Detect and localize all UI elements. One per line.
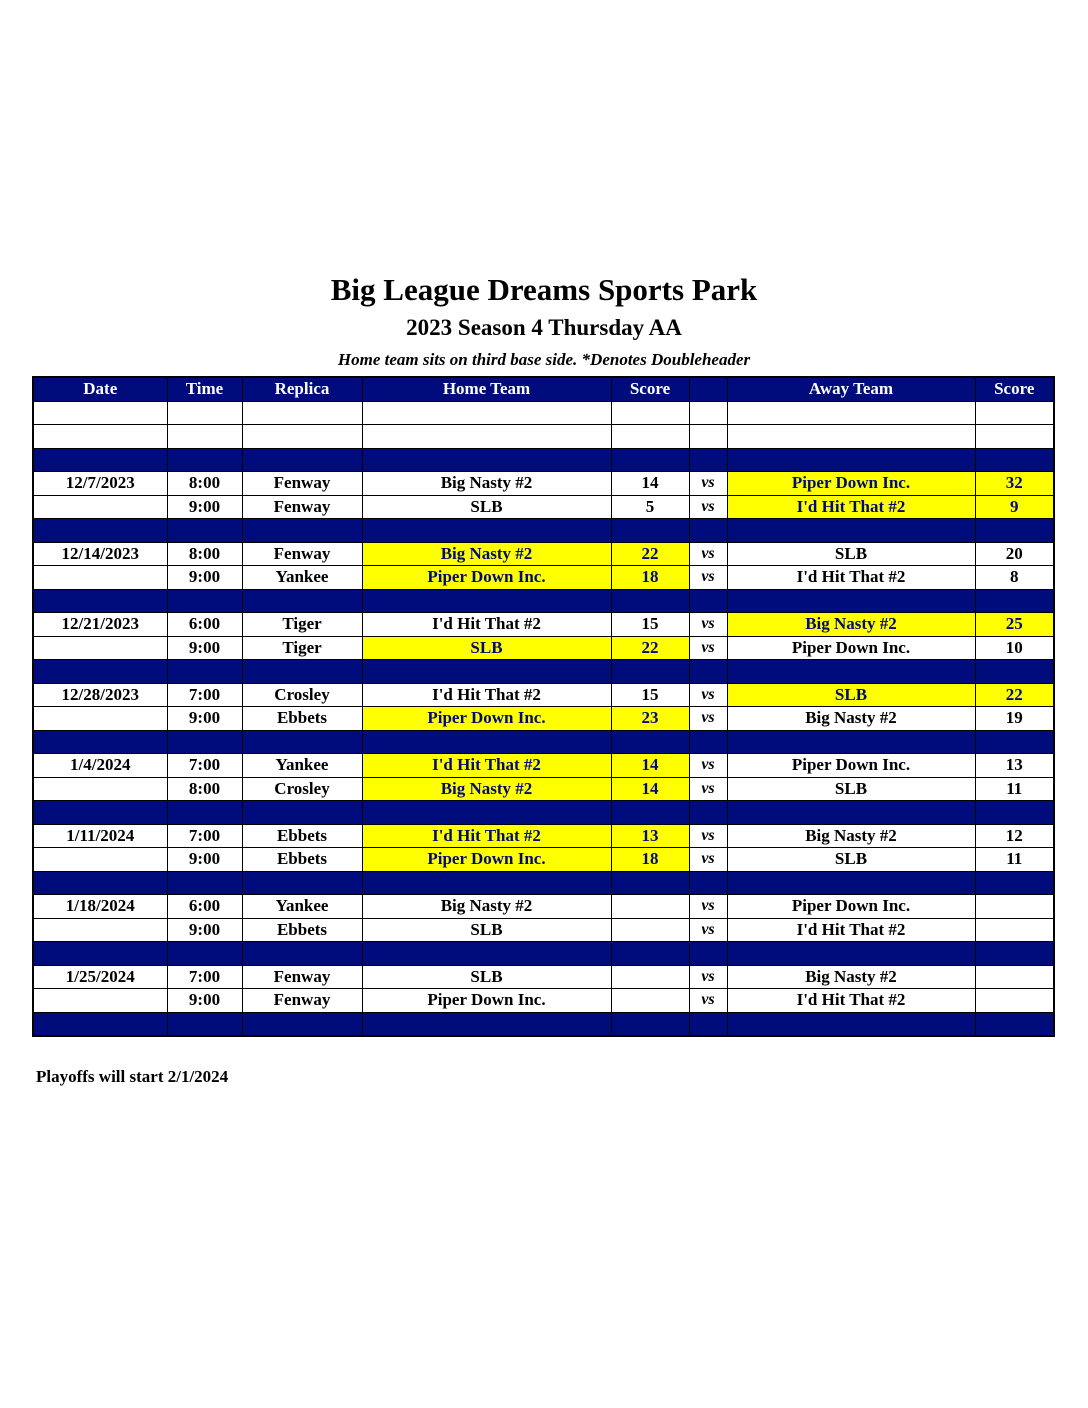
game-replica: Yankee [242, 895, 362, 919]
away-score: 11 [975, 848, 1054, 872]
game-time: 7:00 [167, 965, 242, 989]
game-row [33, 824, 1054, 848]
game-row [33, 895, 1054, 919]
game-row [33, 566, 1054, 590]
away-score: 8 [975, 566, 1054, 590]
game-time: 8:00 [167, 777, 242, 801]
away-team: I'd Hit That #2 [727, 989, 975, 1013]
game-time: 6:00 [167, 613, 242, 637]
vs-label: vs [689, 707, 727, 731]
home-team: Big Nasty #2 [362, 472, 611, 496]
game-time: 9:00 [167, 707, 242, 731]
home-team: Big Nasty #2 [362, 542, 611, 566]
game-date: 1/25/2024 [33, 965, 167, 989]
game-date [33, 707, 167, 731]
separator-row [33, 660, 1054, 684]
game-date [33, 495, 167, 519]
doubleheader-note: Home team sits on third base side. *Denotes Doubleheader [337, 350, 751, 369]
vs-label: vs [689, 754, 727, 778]
vs-label: vs [689, 777, 727, 801]
home-team: I'd Hit That #2 [362, 683, 611, 707]
away-score: 19 [975, 707, 1054, 731]
game-time: 7:00 [167, 683, 242, 707]
game-date: 12/21/2023 [33, 613, 167, 637]
header-away-team: Away Team [727, 377, 975, 401]
away-score: 12 [975, 824, 1054, 848]
game-row [33, 707, 1054, 731]
home-team: I'd Hit That #2 [362, 754, 611, 778]
game-date [33, 848, 167, 872]
game-replica: Crosley [242, 777, 362, 801]
home-score: 22 [611, 542, 689, 566]
vs-label: vs [689, 824, 727, 848]
header-date: Date [33, 377, 167, 401]
vs-label: vs [689, 918, 727, 942]
game-date [33, 989, 167, 1013]
game-replica: Crosley [242, 683, 362, 707]
separator-row [33, 519, 1054, 543]
home-team: I'd Hit That #2 [362, 613, 611, 637]
home-team: Big Nasty #2 [362, 777, 611, 801]
game-row [33, 613, 1054, 637]
vs-label: vs [689, 989, 727, 1013]
game-row [33, 754, 1054, 778]
header-home-team: Home Team [362, 377, 611, 401]
separator-row [33, 801, 1054, 825]
home-score: 18 [611, 848, 689, 872]
away-team: SLB [727, 777, 975, 801]
vs-label: vs [689, 566, 727, 590]
away-score: 20 [975, 542, 1054, 566]
game-time: 8:00 [167, 542, 242, 566]
game-replica: Ebbets [242, 918, 362, 942]
away-score [975, 989, 1054, 1013]
separator-row [33, 871, 1054, 895]
home-score: 14 [611, 777, 689, 801]
game-row [33, 472, 1054, 496]
away-score: 13 [975, 754, 1054, 778]
home-score [611, 965, 689, 989]
schedule-table [32, 376, 1055, 1037]
game-row [33, 636, 1054, 660]
home-team: SLB [362, 918, 611, 942]
game-replica: Tiger [242, 636, 362, 660]
home-score: 14 [611, 472, 689, 496]
header-away-score: Score [975, 377, 1054, 401]
home-score [611, 895, 689, 919]
away-score [975, 918, 1054, 942]
away-team: Piper Down Inc. [727, 472, 975, 496]
game-row [33, 918, 1054, 942]
game-time: 7:00 [167, 754, 242, 778]
game-replica: Fenway [242, 542, 362, 566]
header-row [33, 377, 1054, 401]
separator-row [33, 589, 1054, 613]
away-team: Big Nasty #2 [727, 824, 975, 848]
page-title: Big League Dreams Sports Park [330, 272, 758, 307]
away-team: SLB [727, 848, 975, 872]
game-time: 7:00 [167, 824, 242, 848]
away-score [975, 895, 1054, 919]
game-row [33, 989, 1054, 1013]
home-score: 18 [611, 566, 689, 590]
away-team: Piper Down Inc. [727, 754, 975, 778]
game-date [33, 918, 167, 942]
home-team: Piper Down Inc. [362, 566, 611, 590]
home-score: 15 [611, 613, 689, 637]
home-score: 22 [611, 636, 689, 660]
home-team: Piper Down Inc. [362, 848, 611, 872]
vs-label: vs [689, 613, 727, 637]
game-row [33, 683, 1054, 707]
away-team: SLB [727, 542, 975, 566]
game-replica: Yankee [242, 566, 362, 590]
away-team: I'd Hit That #2 [727, 495, 975, 519]
game-time: 9:00 [167, 636, 242, 660]
game-date [33, 636, 167, 660]
schedule-body [33, 401, 1054, 1036]
away-team: Big Nasty #2 [727, 707, 975, 731]
game-time: 9:00 [167, 918, 242, 942]
home-team: Piper Down Inc. [362, 989, 611, 1013]
home-team: Piper Down Inc. [362, 707, 611, 731]
vs-label: vs [689, 683, 727, 707]
game-time: 9:00 [167, 566, 242, 590]
separator-row [33, 1012, 1054, 1036]
header-home-score: Score [611, 377, 689, 401]
game-replica: Fenway [242, 989, 362, 1013]
away-score: 11 [975, 777, 1054, 801]
game-row [33, 848, 1054, 872]
header-replica: Replica [242, 377, 362, 401]
away-score: 10 [975, 636, 1054, 660]
game-date: 12/14/2023 [33, 542, 167, 566]
away-team: SLB [727, 683, 975, 707]
game-replica: Ebbets [242, 824, 362, 848]
home-team: I'd Hit That #2 [362, 824, 611, 848]
game-time: 8:00 [167, 472, 242, 496]
away-team: I'd Hit That #2 [727, 918, 975, 942]
game-date: 1/11/2024 [33, 824, 167, 848]
page-subtitle: 2023 Season 4 Thursday AA [406, 315, 682, 340]
away-team: Big Nasty #2 [727, 965, 975, 989]
away-score: 9 [975, 495, 1054, 519]
home-team: SLB [362, 636, 611, 660]
game-replica: Yankee [242, 754, 362, 778]
away-team: Piper Down Inc. [727, 895, 975, 919]
home-team: SLB [362, 965, 611, 989]
away-team: Big Nasty #2 [727, 613, 975, 637]
header-vs [689, 377, 727, 401]
game-time: 9:00 [167, 848, 242, 872]
home-score: 5 [611, 495, 689, 519]
game-row [33, 495, 1054, 519]
away-score: 25 [975, 613, 1054, 637]
game-date: 12/7/2023 [33, 472, 167, 496]
home-team: Big Nasty #2 [362, 895, 611, 919]
home-score [611, 918, 689, 942]
vs-label: vs [689, 542, 727, 566]
game-replica: Fenway [242, 495, 362, 519]
vs-label: vs [689, 895, 727, 919]
game-replica: Fenway [242, 472, 362, 496]
away-score [975, 965, 1054, 989]
vs-label: vs [689, 472, 727, 496]
vs-label: vs [689, 495, 727, 519]
vs-label: vs [689, 636, 727, 660]
game-row [33, 965, 1054, 989]
game-time: 9:00 [167, 495, 242, 519]
playoffs-note: Playoffs will start 2/1/2024 [36, 1067, 229, 1086]
game-date: 1/4/2024 [33, 754, 167, 778]
home-score: 23 [611, 707, 689, 731]
away-team: Piper Down Inc. [727, 636, 975, 660]
vs-label: vs [689, 848, 727, 872]
vs-label: vs [689, 965, 727, 989]
game-date: 12/28/2023 [33, 683, 167, 707]
game-date [33, 777, 167, 801]
game-replica: Ebbets [242, 848, 362, 872]
game-date: 1/18/2024 [33, 895, 167, 919]
game-replica: Tiger [242, 613, 362, 637]
game-time: 9:00 [167, 989, 242, 1013]
home-score [611, 989, 689, 1013]
blank-row [33, 401, 1054, 425]
header-time: Time [167, 377, 242, 401]
separator-row [33, 942, 1054, 966]
separator-row [33, 730, 1054, 754]
game-replica: Ebbets [242, 707, 362, 731]
home-team: SLB [362, 495, 611, 519]
game-replica: Fenway [242, 965, 362, 989]
home-score: 13 [611, 824, 689, 848]
away-score: 32 [975, 472, 1054, 496]
blank-row [33, 425, 1054, 449]
home-score: 14 [611, 754, 689, 778]
game-row [33, 542, 1054, 566]
separator-row [33, 448, 1054, 472]
game-date [33, 566, 167, 590]
game-row [33, 777, 1054, 801]
away-score: 22 [975, 683, 1054, 707]
home-score: 15 [611, 683, 689, 707]
game-time: 6:00 [167, 895, 242, 919]
away-team: I'd Hit That #2 [727, 566, 975, 590]
